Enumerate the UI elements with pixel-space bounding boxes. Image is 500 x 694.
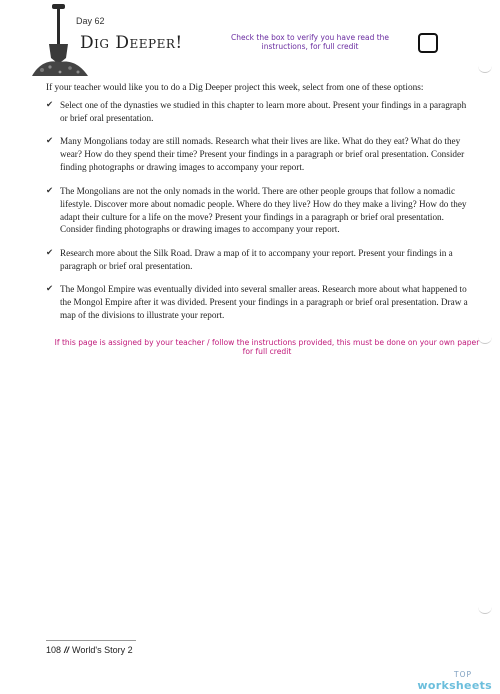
option-text: The Mongol Empire was eventually divided into several smaller areas. Research more about what happened to the Mongol Empire after it was divided. Present your findings in a paragraph or brief oral presentation. Draw a map of the divisions to illustrate your report. — [60, 284, 468, 321]
option-text: The Mongolians are not the only nomads in the world. There are other people groups that follow a nomadic lifestyle. Discover more about nomadic people. Where do they live? How do they make a living? How do they adapt their culture for a life on the move? Present your findings in a paragraph or brief oral presentation. Consider finding photographs or drawing images to accompany your report. — [60, 185, 467, 235]
teacher-note: If this page is assigned by your teacher / follow the instructions provided, this must be done on your own paper for full credit — [54, 338, 480, 356]
brand-name-text: worksheets — [417, 679, 492, 692]
verify-checkbox[interactable] — [418, 33, 438, 53]
intro-text: If your teacher would like you to do a Dig Deeper project this week, select from one of these options: — [46, 83, 424, 93]
check-icon: ✔ — [46, 185, 54, 196]
list-item — [46, 185, 472, 237]
check-icon: ✔ — [46, 136, 54, 147]
page-edge-tab — [478, 605, 492, 614]
page-title: Dig Deeper! — [80, 33, 183, 53]
list-item — [46, 135, 472, 174]
page-edge-tab — [478, 64, 492, 73]
brand-logo — [417, 670, 492, 692]
verify-instructions-text: Check the box to verify you have read the instructions, for full credit — [230, 33, 390, 51]
check-icon: ✔ — [46, 284, 54, 295]
day-label: Day 62 — [76, 16, 105, 26]
brand-top-text: TOP — [453, 670, 472, 679]
footer-divider — [46, 640, 136, 641]
option-text: Research more about the Silk Road. Draw a map of it to accompany your report. Present your findings in a paragraph or brief oral presentation. — [60, 247, 453, 271]
list-item — [46, 283, 472, 322]
list-item — [46, 247, 472, 273]
option-text: Many Mongolians today are still nomads. Research what their lives are like. What do they eat? What do they wear? How do they spend their time? Present your findings in a paragraph or brief oral presentation. Consider finding photographs or drawing images to accompany your report. — [60, 136, 465, 173]
list-item — [46, 99, 472, 125]
footer-separator: // — [64, 645, 70, 655]
check-icon: ✔ — [46, 247, 54, 258]
page-footer — [46, 645, 133, 655]
book-title: World's Story 2 — [72, 645, 133, 655]
check-icon: ✔ — [46, 100, 54, 110]
options-list — [46, 99, 472, 333]
option-text: Select one of the dynasties we studied in this chapter to learn more about. Present your findings in a paragraph or brief oral presentation. — [60, 100, 467, 123]
page-number: 108 — [46, 645, 62, 655]
